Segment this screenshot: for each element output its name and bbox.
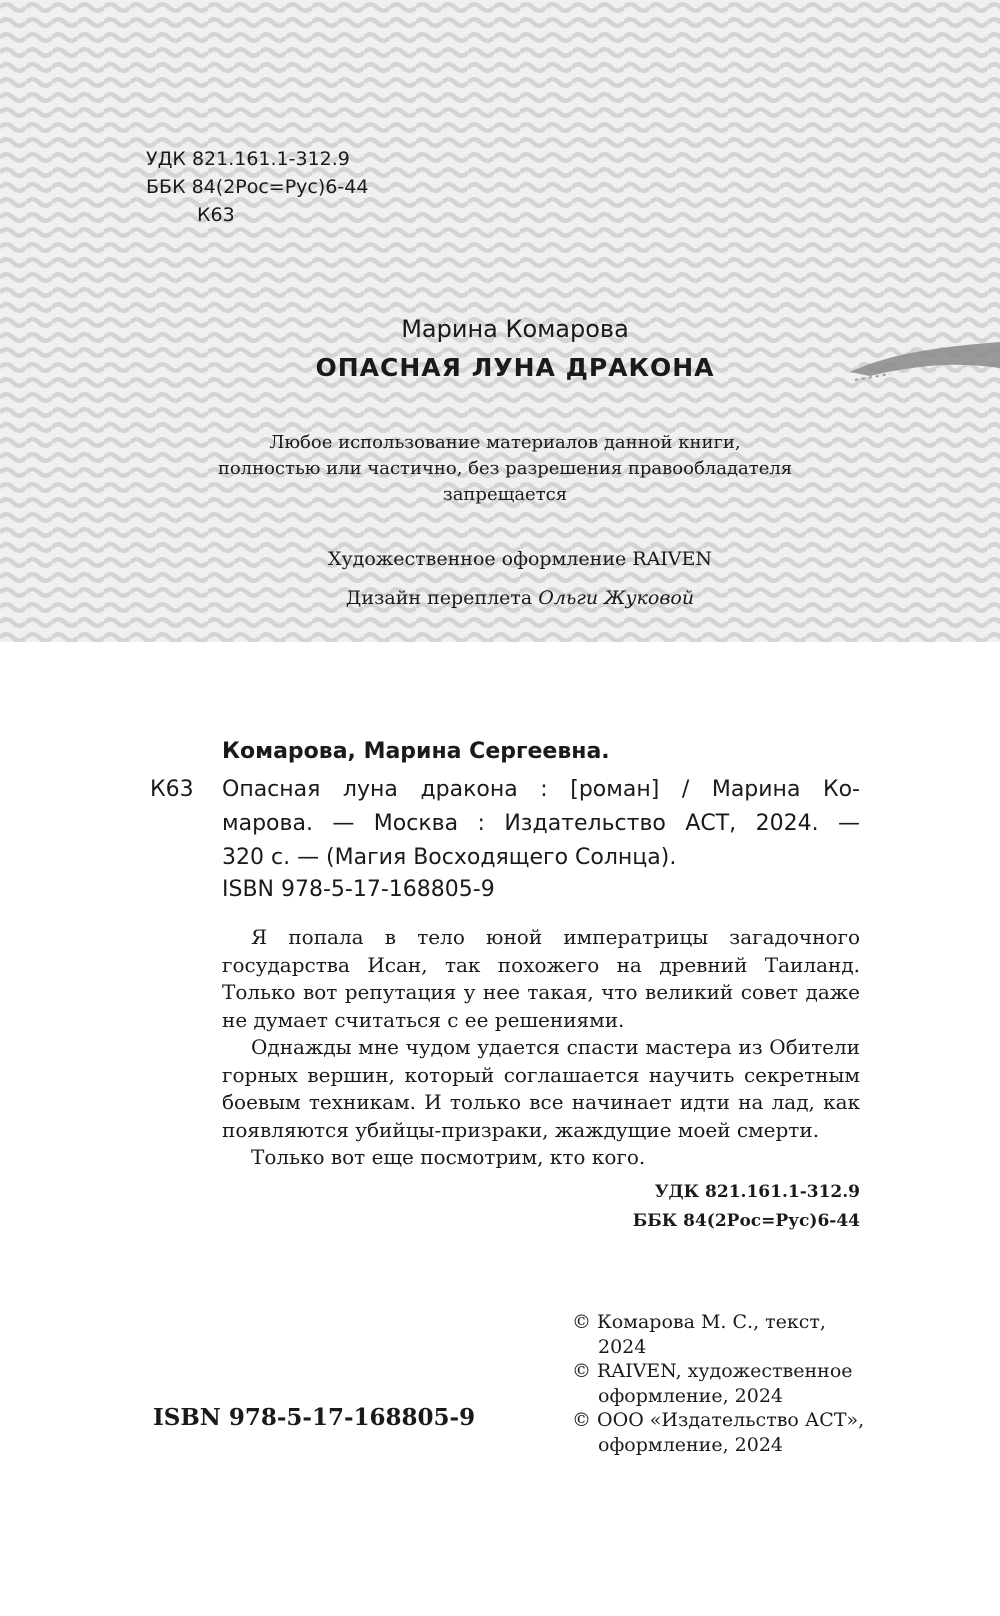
copyright-text: © Комарова М. С., текст, 2024 (572, 1311, 826, 1358)
annotation (222, 924, 860, 1172)
bibliographic-heading: Комарова, Марина Сергеевна. (222, 739, 610, 764)
isbn-bottom: ISBN 978-5-17-168805-9 (153, 1404, 476, 1431)
cover-designer-name: Ольги Жуковой (538, 587, 695, 609)
udk-code-bottom: УДК 821.161.1-312.9 (654, 1182, 860, 1202)
rights-notice-line-1: Любое использование материалов данной книги, (269, 432, 741, 453)
book-title: ОПАСНАЯ ЛУНА ДРАКОНА (315, 353, 715, 382)
book-author: Марина Комарова (401, 315, 629, 343)
isbn-record: ISBN 978-5-17-168805-9 (222, 877, 495, 902)
bibliographic-record (222, 773, 860, 875)
annotation-paragraph-3: Только вот еще посмотрим, кто кого. (251, 1145, 646, 1169)
cover-design-credit (0, 584, 1000, 612)
udk-code-top: УДК 821.161.1-312.9 (146, 148, 350, 170)
rights-notice-line-3: запрещается (442, 484, 568, 505)
annotation-paragraph-2: Однажды мне чудом удается спасти мастера из Обители горных вершин, который соглашается научить секретным боевым техникам. И только все начинает идти на лад, как появляются убийцы-призраки, жаждущие моей смерти. (222, 1035, 860, 1142)
bbk-code-top: ББК 84(2Рос=Рус)6-44 (146, 176, 369, 198)
bibliographic-line-1: Опасная луна дракона : [роман] / Марина Ко- (222, 777, 860, 802)
author-sign-top: К63 (197, 204, 235, 226)
rights-notice-line-2: полностью или частично, без разрешения правообладателя (217, 458, 793, 479)
author-sign-lower: К63 (150, 777, 194, 802)
art-credit: Художественное оформление RAIVEN (327, 548, 713, 570)
bibliographic-line-3: 320 с. — (Магия Восходящего Солнца). (222, 845, 677, 870)
bbk-code-bottom: ББК 84(2Рос=Рус)6-44 (632, 1211, 860, 1231)
annotation-paragraph-1: Я попала в тело юной императрицы загадочного государства Исан, так похожего на древний Таиланд. Только вот репутация у нее такая, что великий совет даже не думает считаться с ее решениями. (222, 925, 860, 1032)
decorative-header-panel (0, 0, 1000, 642)
copyright-publisher: © ООО «Издательство АСТ», оформление, 2024 (572, 1409, 865, 1456)
copyright-block (572, 1310, 872, 1457)
copyright-illustration: © RAIVEN, художественное оформление, 2024 (572, 1360, 853, 1407)
cover-design-label: Дизайн переплета (345, 587, 533, 609)
rights-notice (0, 430, 1000, 508)
bibliographic-line-2: марова. — Москва : Издательство АСТ, 2024. — (222, 811, 860, 836)
